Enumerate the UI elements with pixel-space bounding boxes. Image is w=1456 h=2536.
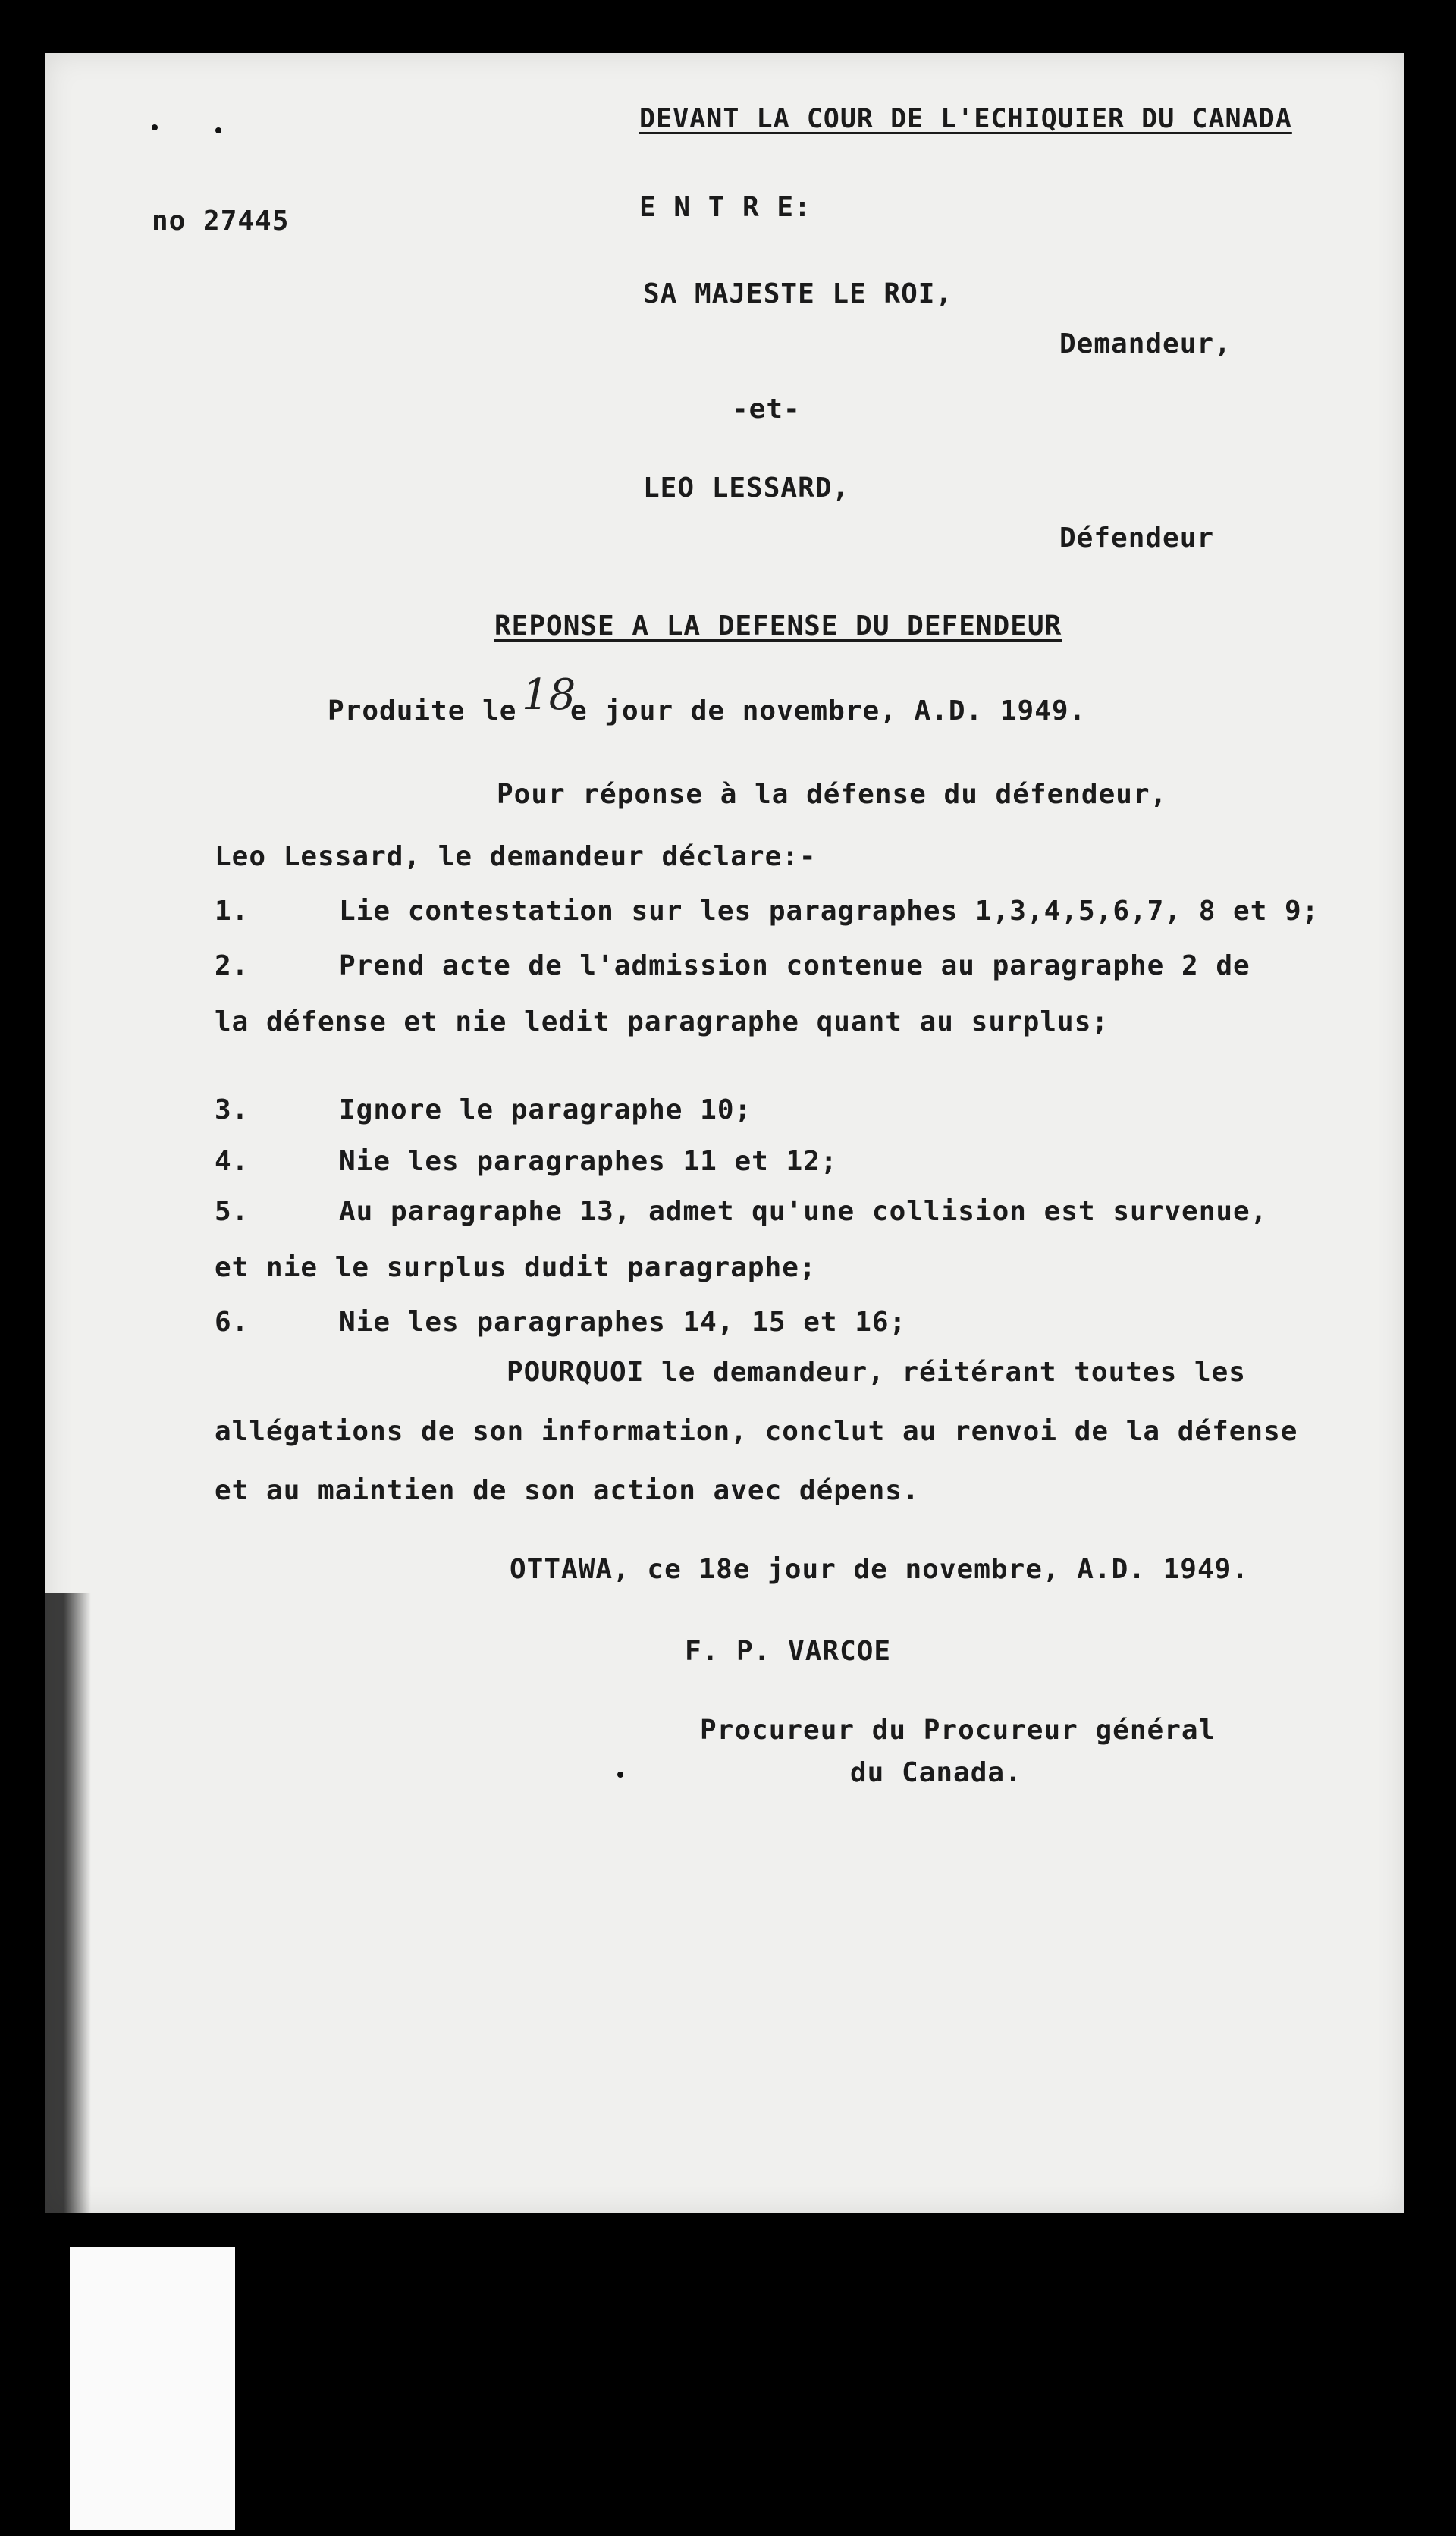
handwritten-day: 18 bbox=[522, 670, 576, 720]
ink-mark bbox=[215, 127, 221, 133]
signer-name: F. P. VARCOE bbox=[685, 1636, 892, 1667]
signer-title-1: Procureur du Procureur général bbox=[700, 1715, 1216, 1746]
conclusion-line: POURQUOI le demandeur, réitérant toutes les bbox=[507, 1357, 1246, 1388]
item-text: la défense et nie ledit paragraphe quant au surplus; bbox=[215, 1006, 1109, 1037]
item-number: 3. bbox=[215, 1094, 249, 1125]
defendant-name: LEO LESSARD, bbox=[643, 472, 850, 504]
document-page bbox=[46, 53, 1404, 2213]
defendant-role: Défendeur bbox=[1059, 523, 1215, 554]
item-text: Nie les paragraphes 11 et 12; bbox=[339, 1146, 838, 1177]
filed-suffix: e jour de novembre, A.D. 1949. bbox=[570, 695, 1087, 727]
et-separator: -et- bbox=[732, 394, 801, 425]
document-title: REPONSE A LA DEFENSE DU DEFENDEUR bbox=[494, 610, 1062, 642]
item-text: Lie contestation sur les paragraphes 1,3,4,5,6,7, 8 et 9; bbox=[339, 896, 1320, 927]
page-edge-shadow bbox=[46, 1593, 91, 2214]
plaintiff-name: SA MAJESTE LE ROI, bbox=[643, 278, 953, 309]
item-number: 2. bbox=[215, 950, 249, 981]
item-text: Au paragraphe 13, admet qu'une collision est survenue, bbox=[339, 1196, 1268, 1227]
intro-line-2: Leo Lessard, le demandeur déclare:- bbox=[215, 841, 817, 872]
conclusion-line: et au maintien de son action avec dépens. bbox=[215, 1475, 920, 1506]
intro-line-1: Pour réponse à la défense du défendeur, bbox=[497, 779, 1168, 810]
item-number: 4. bbox=[215, 1146, 249, 1177]
film-label-card bbox=[70, 2247, 235, 2530]
item-text: Prend acte de l'admission contenue au paragraphe 2 de bbox=[339, 950, 1250, 981]
item-text: Ignore le paragraphe 10; bbox=[339, 1094, 752, 1125]
item-text: Nie les paragraphes 14, 15 et 16; bbox=[339, 1307, 907, 1338]
item-number: 1. bbox=[215, 896, 249, 927]
ink-mark bbox=[152, 124, 158, 130]
conclusion-line: allégations de son information, conclut au renvoi de la défense bbox=[215, 1416, 1298, 1447]
entre-label: E N T R E: bbox=[639, 192, 811, 223]
court-heading: DEVANT LA COUR DE L'ECHIQUIER DU CANADA bbox=[639, 104, 1292, 134]
file-number: no 27445 bbox=[152, 206, 290, 237]
item-text: et nie le surplus dudit paragraphe; bbox=[215, 1252, 817, 1283]
plaintiff-role: Demandeur, bbox=[1059, 328, 1232, 359]
ink-mark bbox=[617, 1772, 623, 1778]
item-number: 5. bbox=[215, 1196, 249, 1227]
filed-prefix: Produite le bbox=[328, 695, 517, 727]
signer-title-2: du Canada. bbox=[850, 1757, 1022, 1788]
place-date: OTTAWA, ce 18e jour de novembre, A.D. 1949. bbox=[510, 1554, 1249, 1585]
item-number: 6. bbox=[215, 1307, 249, 1338]
